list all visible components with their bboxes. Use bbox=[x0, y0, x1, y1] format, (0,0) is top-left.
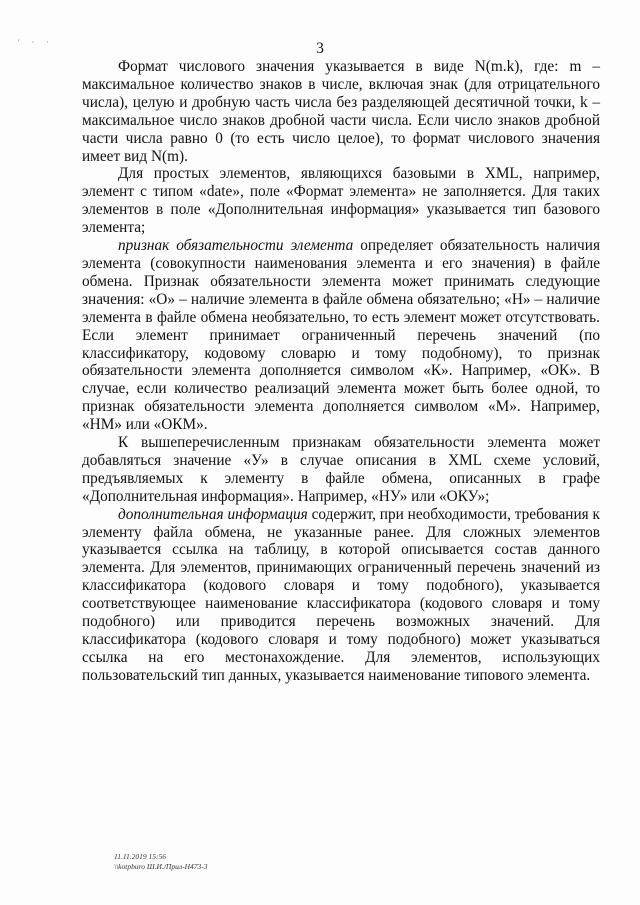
term-mandatory-flag: признак обязательности элемента bbox=[118, 237, 354, 255]
page-number: 3 bbox=[316, 40, 324, 57]
document-footer bbox=[114, 852, 208, 872]
paragraph-simple-elements bbox=[82, 165, 600, 237]
scan-marks: ' · · bbox=[18, 38, 54, 47]
footer-file-reference: \\kotpburo Ш.И./Прил-Н473-3 bbox=[114, 862, 208, 871]
paragraph-text: Формат числового значения указывается в виде N(m.k), где: m – максимальное количество знаков в числе, включая знак (для отрицательного числа), целую и дробную часть числа без разделяющей десятичной точки, k – максимальное число знаков дробной части числа. Если число знаков дробной части числа равно 0 (то есть число целое), то формат числового значения имеет вид N(m). bbox=[82, 58, 600, 165]
paragraph-conditional-flag bbox=[82, 434, 600, 506]
paragraph-text: определяет обязательность наличия элемента (совокупности наименования элемента и его значения) в файле обмена. Признак обязательности элемента может принимать следующие значения: «О» – наличие элемента в файле обмена обязательно; «Н» – наличие элемента в файле обмена необязательно, то есть элемент может отсутствовать. Если элемент принимает ограниченный перечень значений (по классификатору, кодовому словарю и тому подобному), то признак обязательности элемента дополняется символом «К». Например, «ОК». В случае, если количество реализаций элемента может быть более одной, то признак обязательности элемента дополняется символом «М». Например, «НМ» или «ОКМ». bbox=[82, 237, 600, 434]
paragraph-text: Для простых элементов, являющихся базовыми в XML, например, элемент с типом «date», поле «Формат элемента» не заполняется. Для таких элементов в поле «Дополнительная информация» указывается тип базового элемента; bbox=[82, 165, 600, 237]
body-text bbox=[82, 58, 600, 685]
paragraph-number-format bbox=[82, 58, 600, 165]
footer-timestamp: 11.11.2019 15:56 bbox=[114, 852, 167, 861]
term-additional-info: дополнительная информация bbox=[118, 505, 308, 523]
paragraph-text: К вышеперечисленным признакам обязательности элемента может добавляться значение «У» в случае описания в XML схеме условий, предъявляемых к элементу в файле обмена, описанных в графе «Дополнительная информация». Например, «НУ» или «ОКУ»; bbox=[82, 434, 600, 505]
paragraph-mandatory-flag bbox=[82, 237, 600, 434]
paragraph-text: содержит, при необходимости, требования к элементу файла обмена, не указанные ранее. Для сложных элементов указывается ссылка на таблицу, в которой описывается состав данного элемента. Для элементов, принимающих ограниченный перечень значений из классификатора (кодового словаря и тому подобного), указывается соответствующее наименование классификатора (кодового словаря и тому подобного) или приводится перечень возможных значений. Для классификатора (кодового словаря и тому подобного) может указываться ссылка на его местонахождение. Для элементов, использующих пользовательский тип данных, указывается наименование типового элемента. bbox=[82, 505, 600, 684]
paragraph-additional-info bbox=[82, 506, 600, 685]
